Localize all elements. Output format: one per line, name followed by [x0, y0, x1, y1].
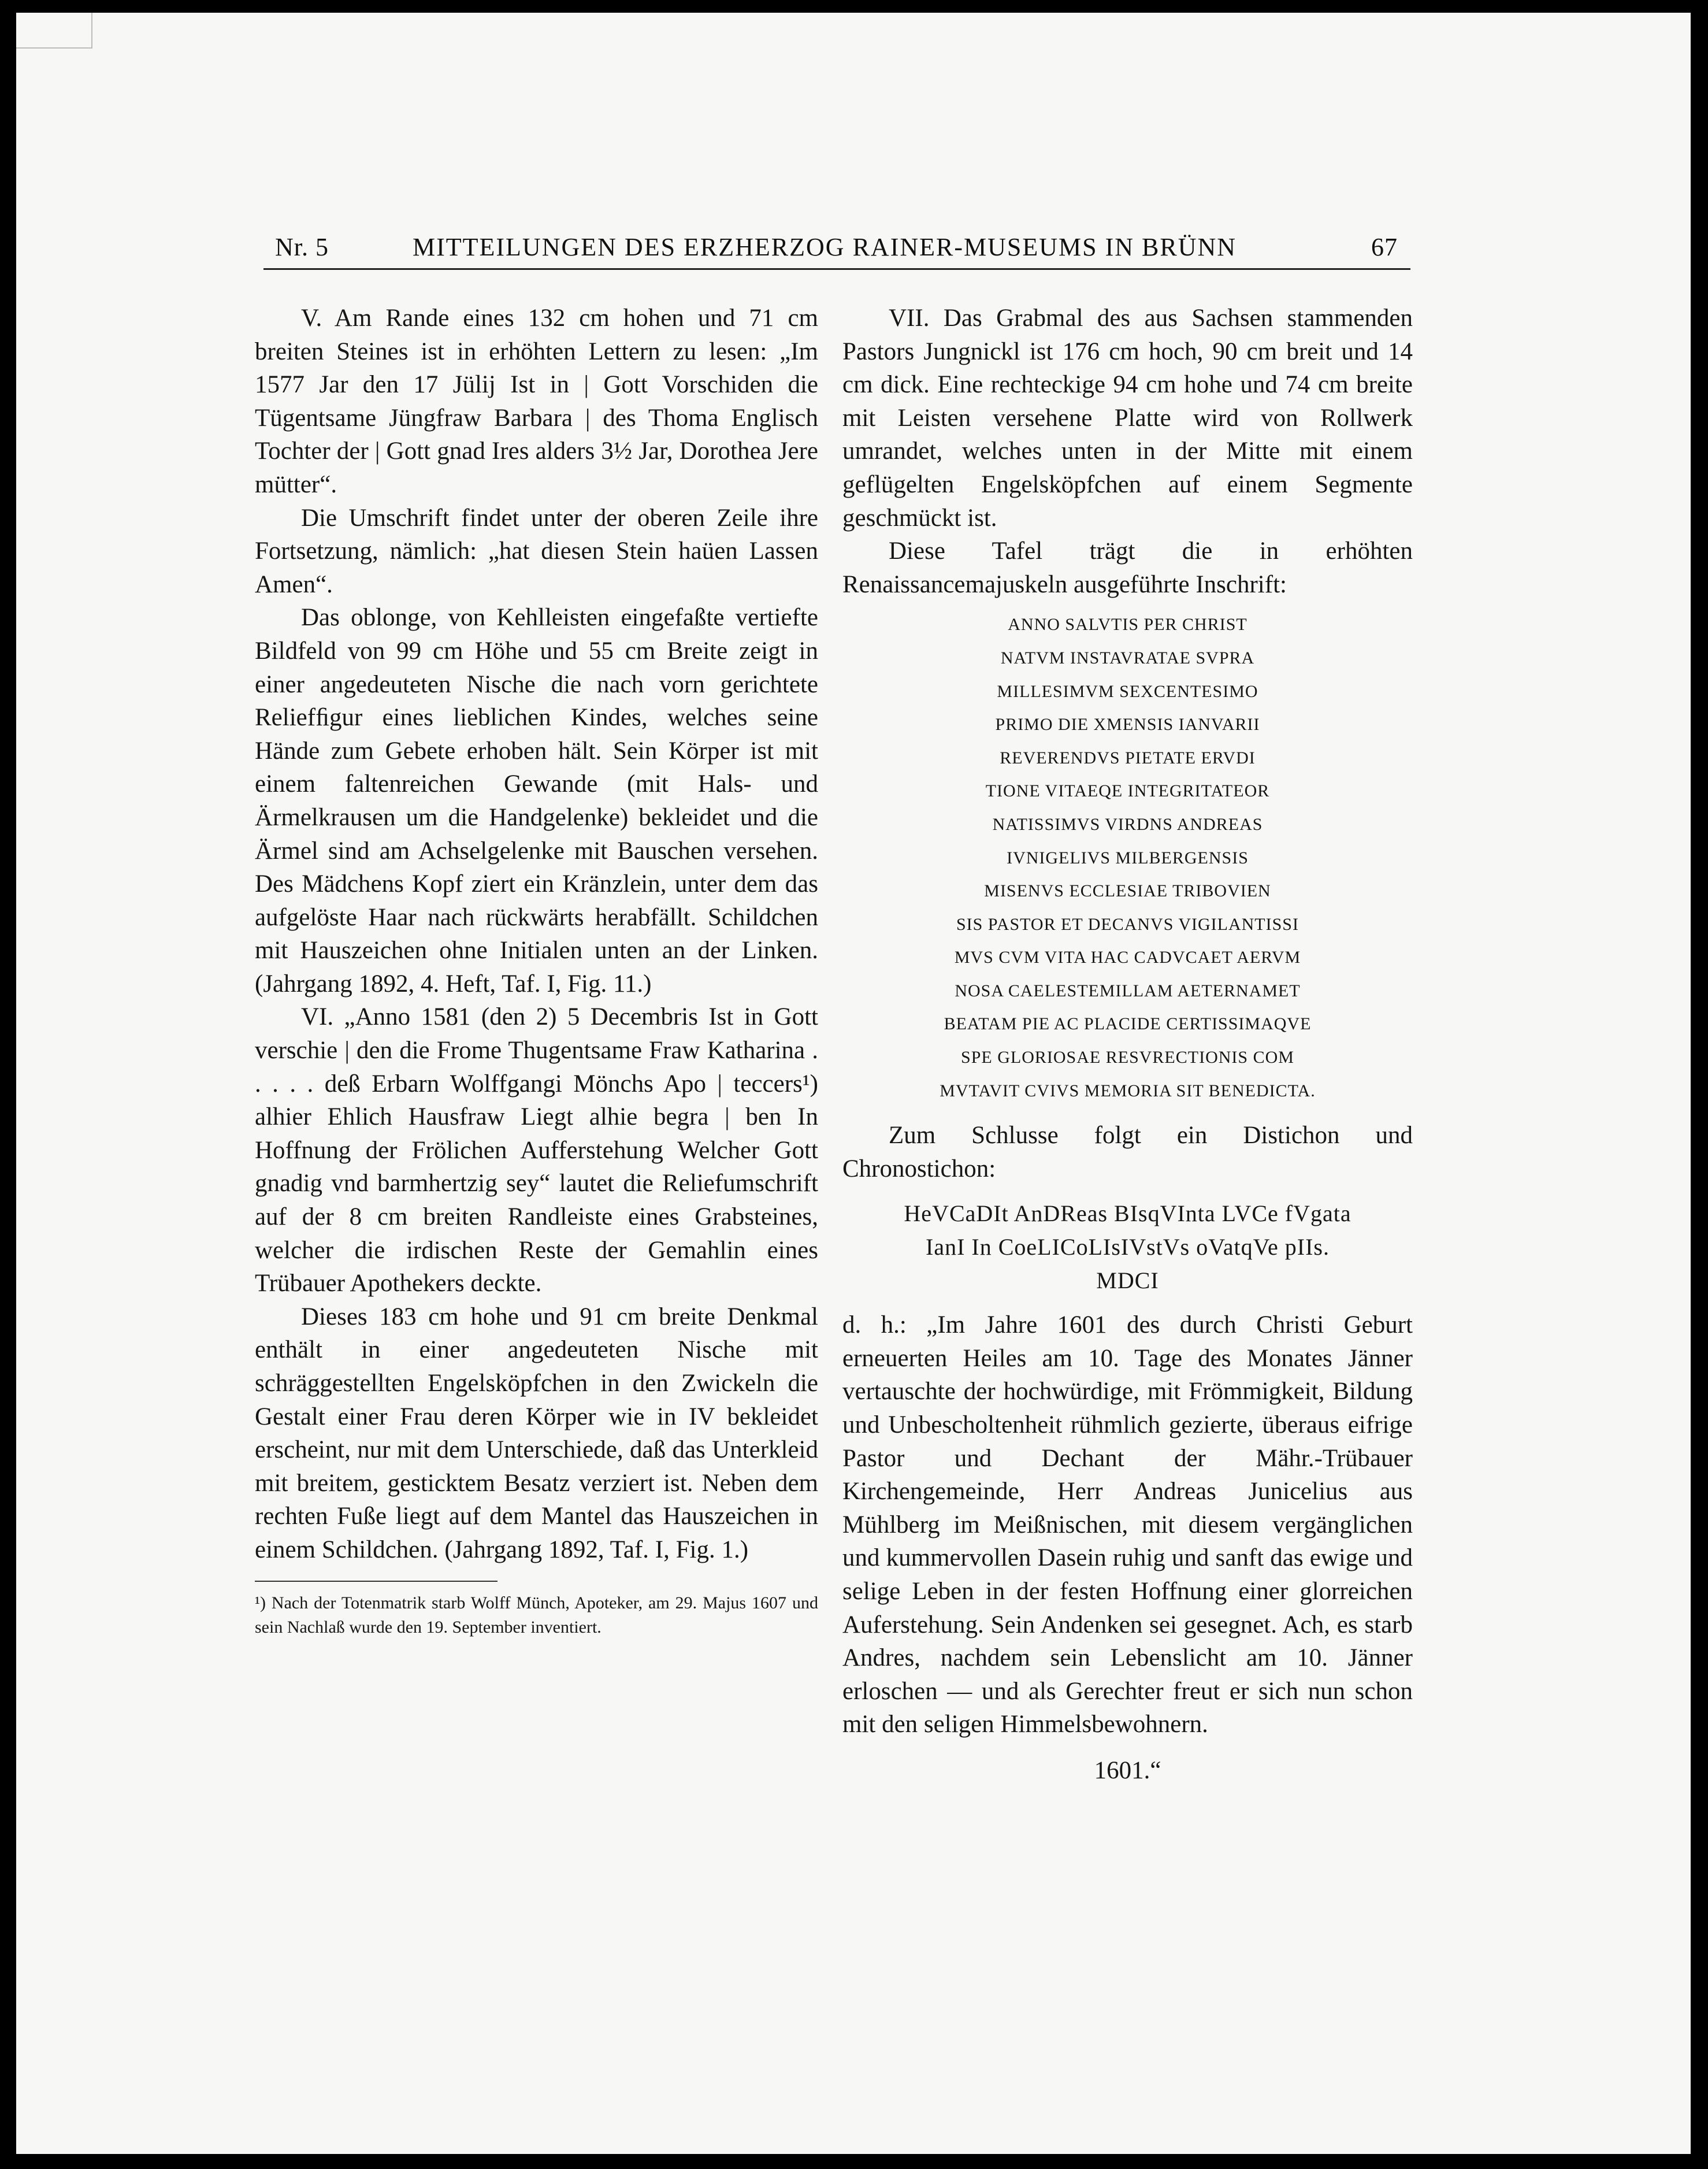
inscription-line: REVERENDVS PIETATE ERVDI — [1000, 748, 1256, 768]
inscription-line: BEATAM PIE AC PLACIDE CERTISSIMAQVE — [944, 1014, 1312, 1034]
scan-corner-mark — [16, 13, 92, 49]
inscription-block — [842, 608, 1413, 1107]
closing-year: 1601.“ — [1094, 1756, 1161, 1784]
footnote-rule — [255, 1581, 497, 1582]
paragraph: Dieses 183 cm hohe und 91 cm breite Denkmal enthält in einer angedeuteten Nische mit schräggestellten Engelsköpfchen in den Zwickeln die Gestalt einer Frau deren Körper wie in IV bekleidet erscheint, nur mit dem Unterschiede, daß das Unterkleid mit breitem, gesticktem Besatz verziert ist. Neben dem rechten Fuße liegt auf dem Mantel das Hauszeichen in einem Schildchen. (Jahrgang 1892, Taf. I, Fig. 1.) — [255, 1303, 818, 1563]
inscription-line: MVTAVIT CVIVS MEMORIA SIT BENEDICTA. — [940, 1081, 1316, 1100]
inscription-line: MISENVS ECCLESIAE TRIBOVIEN — [984, 881, 1271, 901]
paragraph-v: V. Am Rande eines 132 cm hohen und 71 cm breiten Steines ist in erhöhten Lettern zu lesen: „Im 1577 Jar den 17 Jülij Ist in | Gott Vorschiden die Tügentsame Jüngfraw Barbara | des Thoma Englisch Tochter der | Gott gnad Ires alders 3½ Jar, Dorothea Jere mütter“. — [255, 305, 818, 498]
paragraph: Zum Schlusse folgt ein Distichon und Chronostichon: — [842, 1122, 1413, 1182]
inscription-line: NOSA CAELESTEMILLAM AETERNAMET — [955, 981, 1301, 1000]
document-page — [16, 13, 1691, 2154]
chronostichon-line: HeVCaDIt AnDReas BIsqVInta LVCe fVgata — [904, 1200, 1351, 1227]
inscription-line: ANNO SALVTIS PER CHRIST — [1008, 615, 1247, 635]
translation-paragraph: d. h.: „Im Jahre 1601 des durch Christi Geburt erneuerten Heiles am 10. Tage des Monates Jänner vertauschte der hochwürdige, mit Frömmigkeit, Bildung und Unbescholtenheit rühmlich gezierte, überaus eifrige Pastor und Dechant der Mähr.-Trübauer Kirchengemeinde, Herr Andreas Junicelius aus Mühlberg im Meißnischen, mit diesem vergänglichen und kummervollen Dasein ruhig und sanft das ewige und selige Leben in der festen Hoffnung einer glorreichen Auferstehung. Sein Andenken sei gesegnet. Ach, es starb Andres, nachdem sein Lebenslicht am 10. Jänner erloschen — und als Gerechter freut er sich nun schon mit den seligen Himmelsbewohnern. — [842, 1311, 1413, 1738]
inscription-line: PRIMO DIE XMENSIS IANVARII — [995, 715, 1260, 735]
issue-number: Nr. 5 — [275, 233, 329, 261]
paragraph-vii: VII. Das Grabmal des aus Sachsen stammenden Pastors Jungnickl ist 176 cm hoch, 90 cm breit und 14 cm dick. Eine rechteckige 94 cm hohe und 74 cm breite mit Leisten versehene Platte wird von Rollwerk umrandet, welches unten in der Mitte mit einem geflügelten Engelsköpfchen auf einem Segmente geschmückt ist. — [842, 305, 1413, 532]
inscription-line: MVS CVM VITA HAC CADVCAET AERVM — [954, 948, 1301, 967]
footnote: ¹) Nach der Totenmatrik starb Wolff Münch, Apoteker, am 29. Majus 1607 und sein Nachlaß wurde den 19. September inventiert. — [255, 1593, 818, 1637]
paragraph: Das oblonge, von Kehlleisten eingefaßte vertiefte Bildfeld von 99 cm Höhe und 55 cm Breite zeigt in einer angedeuteten Nische die nach vorn gerichtete Reliefﬁgur eines lieblichen Kindes, welches seine Hände zum Gebete erhoben hält. Sein Körper ist mit einem faltenreichen Gewande (mit Hals- und Ärmelkrausen um die Handgelenke) bekleidet und die Ärmel sind am Achselgelenke mit Bauschen versehen. Des Mädchens Kopf ziert ein Kränzlein, unter dem das aufgelöste Haar nach rückwärts herabfällt. Schildchen mit Hauszeichen ohne Initialen unten an der Linken. (Jahrgang 1892, 4. Heft, Taf. I, Fig. 11.) — [255, 604, 818, 998]
paragraph: Diese Tafel trägt die in erhöhten Renaissancemajuskeln ausgeführte Inschrift: — [842, 537, 1413, 598]
inscription-line: MILLESIMVM SEXCENTESIMO — [997, 681, 1258, 701]
chronostichon-year: MDCI — [1096, 1267, 1159, 1293]
inscription-line: SIS PASTOR ET DECANVS VIGILANTISSI — [956, 914, 1299, 934]
inscription-line: NATVM INSTAVRATAE SVPRA — [1000, 648, 1255, 668]
paragraph: Die Umschrift findet unter der oberen Zeile ihre Fortsetzung, nämlich: „hat diesen Stein haüen Lassen Amen“. — [255, 504, 818, 598]
inscription-line: SPE GLORIOSAE RESVRECTIONIS COM — [961, 1048, 1294, 1067]
page-number: 67 — [1371, 233, 1398, 261]
journal-title: MITTEILUNGEN DES ERZHERZOG RAINER-MUSEUMS IN BRÜNN — [413, 233, 1237, 261]
left-column — [255, 302, 818, 1640]
chronostichon — [842, 1197, 1413, 1297]
chronostichon-line: IanI In CoeLICoLIsIVstVs oVatqVe pIIs. — [926, 1234, 1330, 1260]
header-rule — [263, 268, 1410, 270]
running-header — [263, 232, 1410, 265]
inscription-line: NATISSIMVS VIRDNS ANDREAS — [992, 814, 1263, 834]
inscription-line: TIONE VITAEQE INTEGRITATEOR — [985, 781, 1270, 801]
right-column — [842, 302, 1413, 1788]
paragraph-vi: VI. „Anno 1581 (den 2) 5 Decembris Ist in Gott verschie | den die Frome Thugentsame Fraw Katharina . . . . . deß Erbarn Wolffgangi Mönchs Apo | teccers¹) alhier Ehlich Hausfraw Liegt alhie begra | ben In Hoffnung der Frölichen Aufferstehung Welcher Gott gnadig vnd barmhertzig sey“ lautet die Reliefumschrift auf der 8 cm breiten Randleiste eines Grabsteines, welcher die irdischen Reste der Gemahlin eines Trübauer Apothekers deckte. — [255, 1003, 818, 1297]
inscription-line: IVNIGELIVS MILBERGENSIS — [1007, 848, 1249, 867]
